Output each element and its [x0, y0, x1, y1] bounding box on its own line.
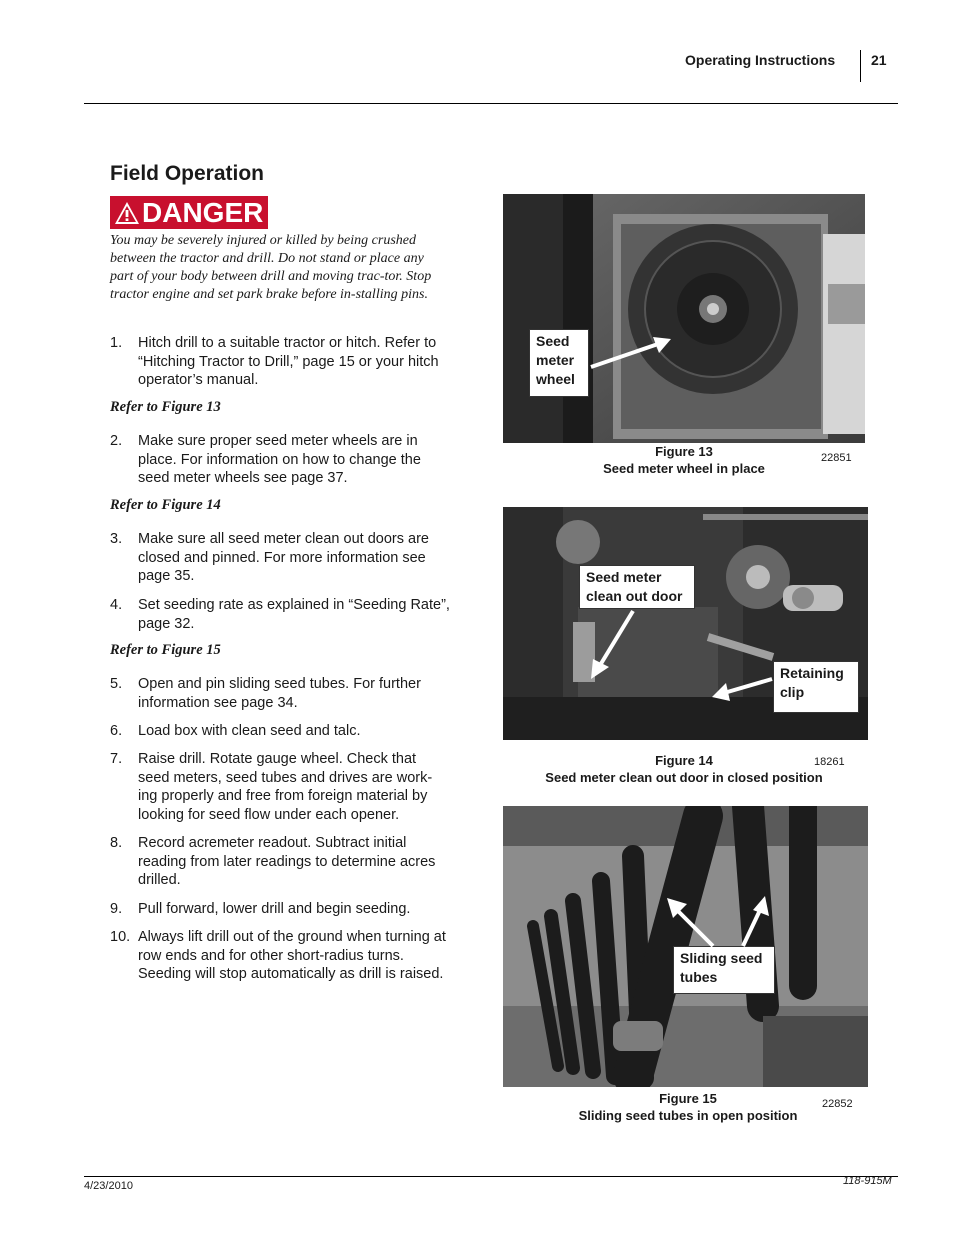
figure-caption: Seed meter clean out door in closed position [545, 770, 823, 785]
figure-15-caption [503, 1090, 873, 1124]
step-text: Set seeding rate as explained in “Seeding Rate”, page 32. [138, 597, 450, 632]
figure-reference: Refer to Figure 13 [110, 399, 221, 415]
figure-label: Figure 14 [655, 753, 713, 768]
figure-id: 18261 [814, 756, 845, 768]
step-3 [110, 530, 450, 586]
figure-id: 22852 [822, 1098, 853, 1110]
step-number: 6. [110, 723, 123, 739]
figure-id: 22851 [821, 452, 852, 464]
step-number: 1. [110, 335, 123, 351]
figure-15-photo [503, 806, 868, 1087]
figure-reference: Refer to Figure 14 [110, 497, 221, 513]
step-number: 2. [110, 433, 123, 449]
callout-arrow [583, 607, 643, 682]
step-text: Hitch drill to a suitable tractor or hitch. Refer to “Hitching Tractor to Drill,” page 15 or your hitch operator’s manual. [138, 335, 439, 389]
step-8 [110, 834, 450, 890]
step-10 [110, 928, 450, 984]
page-number: 21 [871, 52, 887, 68]
step-number: 5. [110, 676, 123, 692]
callout-seed-meter-wheel: Seed meter wheel [529, 329, 589, 397]
figure-label: Figure 15 [659, 1091, 717, 1106]
step-4 [110, 596, 450, 633]
danger-text: You may be severely injured or killed by being crushed between the tractor and drill. Do not stand or place any part of your body between drill and moving trac-tor. Stop tractor engine and set park brake before in-stalling pins. [110, 233, 432, 302]
seed-meter-photo [503, 194, 865, 443]
danger-label [110, 196, 268, 229]
callout-arrow [589, 329, 679, 379]
step-6 [110, 722, 450, 741]
running-header: Operating Instructions [685, 52, 836, 68]
step-number: 8. [110, 835, 123, 851]
step-text: Pull forward, lower drill and begin seeding. [138, 901, 411, 917]
danger-word: DANGER [142, 196, 264, 228]
step-5 [110, 675, 450, 712]
step-2 [110, 432, 450, 488]
footer-doc-number: 118-915M [843, 1175, 892, 1187]
step-9 [110, 900, 450, 919]
figure-caption: Seed meter wheel in place [603, 461, 765, 476]
step-text: Open and pin sliding seed tubes. For further information see page 34. [138, 676, 421, 711]
header-rule [84, 103, 898, 104]
callout-clean-out-door: Seed meter clean out door [579, 565, 695, 609]
footer-rule [84, 1176, 898, 1177]
figure-reference: Refer to Figure 15 [110, 642, 221, 658]
figure-14-caption [503, 752, 865, 786]
figure-label: Figure 13 [655, 444, 713, 459]
step-number: 4. [110, 597, 123, 613]
figure-caption: Sliding seed tubes in open position [578, 1108, 798, 1123]
callout-arrow [708, 667, 776, 707]
step-7 [110, 750, 450, 824]
step-text: Raise drill. Rotate gauge wheel. Check that seed meters, seed tubes and drives are work-ing properly and free from foreign material by looking for seed flow under each opener. [138, 751, 433, 823]
footer-date: 4/23/2010 [84, 1180, 133, 1192]
step-text: Load box with clean seed and talc. [138, 723, 361, 739]
warning-triangle-icon [114, 201, 140, 225]
step-1 [110, 334, 450, 390]
step-number: 10. [110, 929, 131, 945]
header-divider [860, 50, 861, 82]
section-title: Field Operation [110, 162, 265, 185]
figure-13-photo [503, 194, 865, 443]
step-text: Make sure proper seed meter wheels are in place. For information on how to change the seed meter wheels see page 37. [138, 433, 421, 487]
figure-14-photo [503, 507, 868, 740]
step-number: 9. [110, 901, 123, 917]
step-text: Always lift drill out of the ground when turning at row ends and for other short-radius turns. Seeding will stop automatically as drill is raised. [138, 929, 446, 983]
step-number: 3. [110, 531, 123, 547]
callout-retaining-clip: Retaining clip [773, 661, 859, 713]
callout-arrows [663, 894, 773, 954]
step-number: 7. [110, 751, 123, 767]
step-text: Record acremeter readout. Subtract initial reading from later readings to determine acres drilled. [138, 835, 436, 889]
callout-sliding-seed-tubes: Sliding seed tubes [673, 946, 775, 994]
figure-13-caption [503, 443, 865, 477]
step-text: Make sure all seed meter clean out doors are closed and pinned. For more information see page 35. [138, 531, 429, 585]
